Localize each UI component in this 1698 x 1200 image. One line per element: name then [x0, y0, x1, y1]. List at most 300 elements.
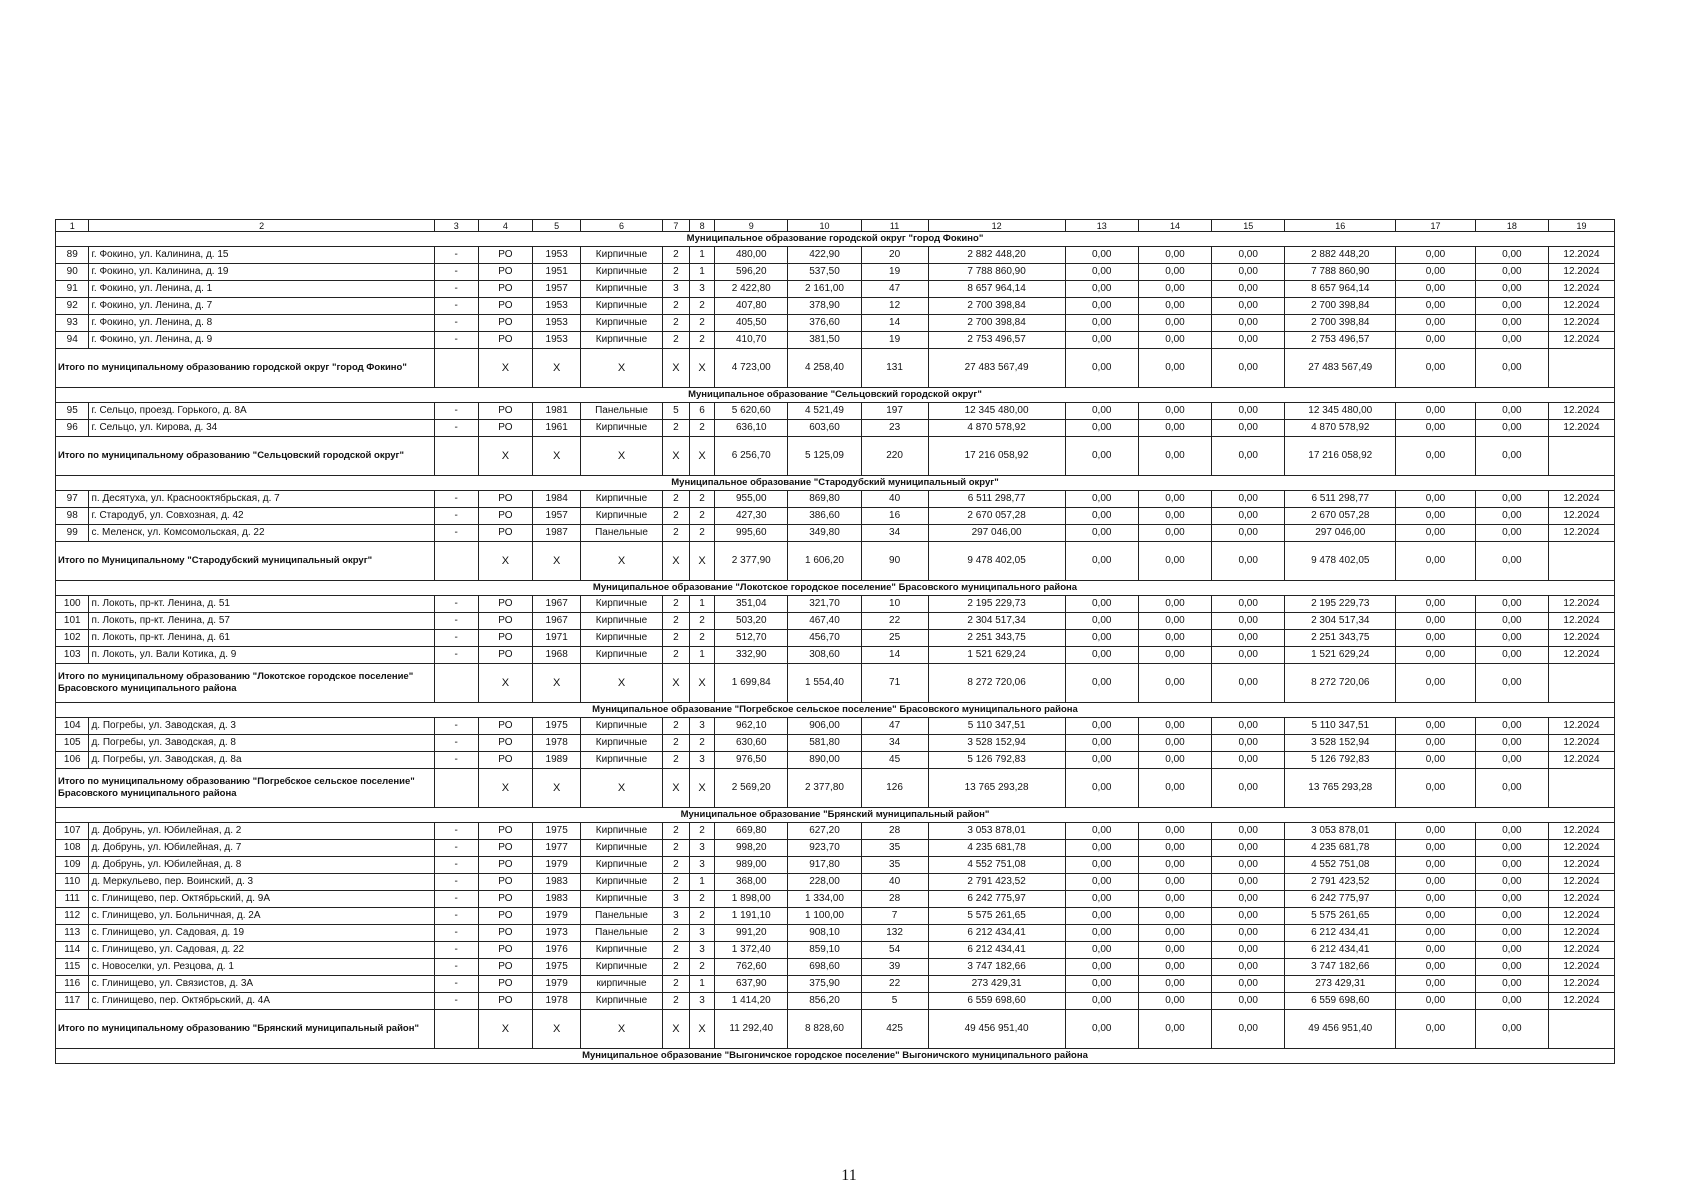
- column-number-cell: 8: [690, 220, 715, 232]
- table-cell: 376,60: [788, 315, 861, 332]
- table-cell: 101: [56, 613, 89, 630]
- table-cell: -: [434, 840, 478, 857]
- table-cell: -: [434, 752, 478, 769]
- table-cell: 0,00: [1396, 752, 1476, 769]
- table-row: [56, 525, 1615, 542]
- table-cell: 3: [690, 718, 715, 735]
- address-cell: г. Фокино, ул. Ленина, д. 9: [89, 332, 434, 349]
- table-cell: 12.2024: [1548, 332, 1614, 349]
- table-cell: РО: [478, 315, 532, 332]
- table-cell: 0,00: [1138, 491, 1211, 508]
- table-cell: 0,00: [1212, 403, 1285, 420]
- total-cell: Х: [662, 542, 689, 581]
- table-cell: РО: [478, 420, 532, 437]
- table-row: [56, 874, 1615, 891]
- section-row: [56, 703, 1615, 718]
- address-cell: с. Новоселки, ул. Резцова, д. 1: [89, 959, 434, 976]
- total-cell: 8 272 720,06: [1285, 664, 1396, 703]
- table-cell: 6: [690, 403, 715, 420]
- table-cell: 54: [861, 942, 928, 959]
- table-cell: 35: [861, 857, 928, 874]
- table-cell: 0,00: [1396, 315, 1476, 332]
- table-cell: 1951: [533, 264, 581, 281]
- table-cell: 0,00: [1396, 630, 1476, 647]
- table-cell: 6 212 434,41: [928, 925, 1065, 942]
- table-cell: 107: [56, 823, 89, 840]
- table-cell: 0,00: [1212, 332, 1285, 349]
- section-title: Муниципальное образование "Выгоничское городское поселение" Выгоничского муниципального района: [56, 1049, 1615, 1064]
- total-cell: 131: [861, 349, 928, 388]
- table-cell: 34: [861, 735, 928, 752]
- table-cell: 0,00: [1065, 891, 1138, 908]
- table-cell: 0,00: [1212, 993, 1285, 1010]
- table-cell: 0,00: [1475, 959, 1548, 976]
- table-cell: 0,00: [1212, 613, 1285, 630]
- table-cell: 2: [662, 647, 689, 664]
- table-cell: 12.2024: [1548, 281, 1614, 298]
- table-cell: Кирпичные: [581, 491, 663, 508]
- table-cell: 89: [56, 247, 89, 264]
- table-cell: 2 195 229,73: [1285, 596, 1396, 613]
- table-cell: 2: [662, 840, 689, 857]
- column-number-cell: 6: [581, 220, 663, 232]
- table-cell: 0,00: [1396, 925, 1476, 942]
- table-cell: 410,70: [715, 332, 788, 349]
- table-cell: 0,00: [1065, 315, 1138, 332]
- table-cell: -: [434, 993, 478, 1010]
- table-cell: 108: [56, 840, 89, 857]
- total-cell: [1548, 542, 1614, 581]
- table-cell: 3 528 152,94: [928, 735, 1065, 752]
- table-cell: 102: [56, 630, 89, 647]
- table-cell: 1975: [533, 959, 581, 976]
- table-cell: 14: [861, 315, 928, 332]
- table-cell: 1 414,20: [715, 993, 788, 1010]
- table-cell: 0,00: [1065, 735, 1138, 752]
- table-cell: 0,00: [1065, 264, 1138, 281]
- total-cell: [434, 664, 478, 703]
- table-cell: 0,00: [1475, 491, 1548, 508]
- table-cell: 1977: [533, 840, 581, 857]
- table-cell: 0,00: [1396, 298, 1476, 315]
- table-cell: 0,00: [1212, 315, 1285, 332]
- table-cell: 12.2024: [1548, 647, 1614, 664]
- table-row: [56, 247, 1615, 264]
- table-row: [56, 264, 1615, 281]
- total-cell: 126: [861, 769, 928, 808]
- table-cell: 0,00: [1065, 959, 1138, 976]
- table-cell: 0,00: [1138, 942, 1211, 959]
- total-cell: 0,00: [1212, 349, 1285, 388]
- table-row: [56, 403, 1615, 420]
- table-cell: 630,60: [715, 735, 788, 752]
- table-cell: 0,00: [1396, 993, 1476, 1010]
- table-cell: РО: [478, 491, 532, 508]
- address-cell: г. Фокино, ул. Ленина, д. 7: [89, 298, 434, 315]
- table-cell: Кирпичные: [581, 959, 663, 976]
- total-cell: 2 569,20: [715, 769, 788, 808]
- table-cell: -: [434, 420, 478, 437]
- table-cell: 0,00: [1475, 315, 1548, 332]
- address-cell: п. Локоть, пр-кт. Ленина, д. 57: [89, 613, 434, 630]
- address-cell: г. Фокино, ул. Калинина, д. 15: [89, 247, 434, 264]
- table-cell: 0,00: [1475, 525, 1548, 542]
- total-cell: 1 699,84: [715, 664, 788, 703]
- total-cell: Х: [581, 1010, 663, 1049]
- address-cell: п. Десятуха, ул. Краснооктябрьская, д. 7: [89, 491, 434, 508]
- table-cell: 8 657 964,14: [1285, 281, 1396, 298]
- table-cell: 0,00: [1138, 874, 1211, 891]
- table-cell: -: [434, 613, 478, 630]
- table-cell: 0,00: [1138, 525, 1211, 542]
- table-cell: 2: [662, 959, 689, 976]
- table-cell: 0,00: [1138, 908, 1211, 925]
- table-cell: 5 575 261,65: [928, 908, 1065, 925]
- total-cell: 17 216 058,92: [928, 437, 1065, 476]
- table-cell: Кирпичные: [581, 993, 663, 1010]
- table-cell: 0,00: [1065, 718, 1138, 735]
- table-cell: -: [434, 630, 478, 647]
- table-cell: РО: [478, 942, 532, 959]
- total-cell: 0,00: [1138, 664, 1211, 703]
- total-row: [56, 542, 1615, 581]
- table-cell: 0,00: [1138, 315, 1211, 332]
- table-cell: 12.2024: [1548, 993, 1614, 1010]
- table-cell: 2 304 517,34: [928, 613, 1065, 630]
- table-cell: 0,00: [1396, 942, 1476, 959]
- table-cell: -: [434, 298, 478, 315]
- table-cell: 1: [690, 264, 715, 281]
- table-cell: 1979: [533, 908, 581, 925]
- table-cell: 0,00: [1065, 857, 1138, 874]
- table-cell: 2: [690, 959, 715, 976]
- total-cell: [1548, 769, 1614, 808]
- table-cell: 116: [56, 976, 89, 993]
- total-cell: 0,00: [1138, 769, 1211, 808]
- total-cell: 0,00: [1065, 542, 1138, 581]
- table-cell: 132: [861, 925, 928, 942]
- table-cell: 2 422,80: [715, 281, 788, 298]
- table-cell: -: [434, 315, 478, 332]
- column-number-cell: 1: [56, 220, 89, 232]
- table-cell: 12.2024: [1548, 264, 1614, 281]
- total-cell: 71: [861, 664, 928, 703]
- table-cell: 381,50: [788, 332, 861, 349]
- table-cell: 0,00: [1212, 525, 1285, 542]
- total-cell: Х: [533, 664, 581, 703]
- table-cell: 386,60: [788, 508, 861, 525]
- table-cell: 273 429,31: [928, 976, 1065, 993]
- table-cell: 40: [861, 874, 928, 891]
- table-cell: 0,00: [1475, 613, 1548, 630]
- total-cell: 0,00: [1212, 664, 1285, 703]
- table-cell: 6 212 434,41: [1285, 942, 1396, 959]
- total-cell: Х: [690, 349, 715, 388]
- table-cell: РО: [478, 247, 532, 264]
- table-cell: 1978: [533, 735, 581, 752]
- table-cell: 5 126 792,83: [928, 752, 1065, 769]
- table-cell: 0,00: [1212, 491, 1285, 508]
- table-cell: 2 753 496,57: [928, 332, 1065, 349]
- table-cell: 114: [56, 942, 89, 959]
- total-cell: Х: [478, 664, 532, 703]
- table-cell: 3 528 152,94: [1285, 735, 1396, 752]
- table-cell: 0,00: [1138, 959, 1211, 976]
- table-cell: -: [434, 891, 478, 908]
- table-cell: 1: [690, 596, 715, 613]
- table-cell: 0,00: [1475, 508, 1548, 525]
- table-cell: 349,80: [788, 525, 861, 542]
- table-cell: 0,00: [1138, 247, 1211, 264]
- total-cell: Х: [533, 437, 581, 476]
- table-cell: 115: [56, 959, 89, 976]
- address-cell: с. Глинищево, пер. Октябрьский, д. 9А: [89, 891, 434, 908]
- table-cell: 2 161,00: [788, 281, 861, 298]
- section-row: [56, 476, 1615, 491]
- table-cell: РО: [478, 874, 532, 891]
- table-cell: Кирпичные: [581, 735, 663, 752]
- table-cell: 962,10: [715, 718, 788, 735]
- table-cell: 1975: [533, 823, 581, 840]
- total-cell: 13 765 293,28: [928, 769, 1065, 808]
- table-cell: 1: [690, 874, 715, 891]
- table-cell: 0,00: [1138, 647, 1211, 664]
- table-row: [56, 840, 1615, 857]
- table-cell: 98: [56, 508, 89, 525]
- table-cell: 0,00: [1212, 823, 1285, 840]
- table-cell: 2: [662, 508, 689, 525]
- table-cell: 0,00: [1396, 891, 1476, 908]
- address-cell: п. Локоть, пр-кт. Ленина, д. 61: [89, 630, 434, 647]
- table-cell: -: [434, 976, 478, 993]
- table-cell: -: [434, 874, 478, 891]
- table-cell: 1968: [533, 647, 581, 664]
- table-cell: 7 788 860,90: [928, 264, 1065, 281]
- table-cell: 2: [662, 718, 689, 735]
- table-cell: 0,00: [1065, 752, 1138, 769]
- table-cell: 1989: [533, 752, 581, 769]
- table-cell: 0,00: [1212, 630, 1285, 647]
- total-cell: 8 828,60: [788, 1010, 861, 1049]
- table-cell: 375,90: [788, 976, 861, 993]
- table-cell: 0,00: [1475, 298, 1548, 315]
- total-cell: 0,00: [1396, 769, 1476, 808]
- table-cell: 368,00: [715, 874, 788, 891]
- table-cell: 5 110 347,51: [1285, 718, 1396, 735]
- table-cell: 103: [56, 647, 89, 664]
- table-cell: 1975: [533, 718, 581, 735]
- column-number-cell: 10: [788, 220, 861, 232]
- column-number-cell: 13: [1065, 220, 1138, 232]
- total-cell: Х: [690, 664, 715, 703]
- address-cell: д. Погребы, ул. Заводская, д. 3: [89, 718, 434, 735]
- total-cell: 0,00: [1475, 1010, 1548, 1049]
- table-cell: 197: [861, 403, 928, 420]
- column-number-cell: 19: [1548, 220, 1614, 232]
- table-cell: РО: [478, 403, 532, 420]
- table-cell: 627,20: [788, 823, 861, 840]
- table-cell: Кирпичные: [581, 857, 663, 874]
- table-cell: 0,00: [1212, 596, 1285, 613]
- table-cell: 0,00: [1396, 525, 1476, 542]
- table-cell: 0,00: [1138, 332, 1211, 349]
- table-cell: Кирпичные: [581, 823, 663, 840]
- table-cell: Кирпичные: [581, 264, 663, 281]
- address-cell: д. Добрунь, ул. Юбилейная, д. 8: [89, 857, 434, 874]
- table-cell: 3: [662, 281, 689, 298]
- address-cell: п. Локоть, ул. Вали Котика, д. 9: [89, 647, 434, 664]
- table-row: [56, 420, 1615, 437]
- table-cell: 4 552 751,08: [1285, 857, 1396, 874]
- table-cell: Кирпичные: [581, 840, 663, 857]
- table-cell: 2: [690, 315, 715, 332]
- table-cell: 0,00: [1475, 281, 1548, 298]
- table-cell: 0,00: [1138, 596, 1211, 613]
- table-cell: 2: [662, 613, 689, 630]
- total-cell: 13 765 293,28: [1285, 769, 1396, 808]
- table-cell: 0,00: [1475, 874, 1548, 891]
- total-cell: 4 723,00: [715, 349, 788, 388]
- table-cell: 1953: [533, 247, 581, 264]
- total-cell: 9 478 402,05: [1285, 542, 1396, 581]
- table-cell: 12.2024: [1548, 298, 1614, 315]
- address-cell: с. Глинищево, пер. Октябрьский, д. 4А: [89, 993, 434, 1010]
- table-cell: 2: [662, 942, 689, 959]
- total-cell: [434, 769, 478, 808]
- table-cell: 3 053 878,01: [928, 823, 1065, 840]
- table-cell: 0,00: [1475, 735, 1548, 752]
- total-cell: 0,00: [1396, 349, 1476, 388]
- table-cell: 2: [662, 925, 689, 942]
- table-cell: 1973: [533, 925, 581, 942]
- table-cell: 2: [662, 596, 689, 613]
- table-cell: РО: [478, 613, 532, 630]
- table-cell: 480,00: [715, 247, 788, 264]
- table-cell: 0,00: [1396, 976, 1476, 993]
- table-cell: РО: [478, 508, 532, 525]
- table-cell: РО: [478, 647, 532, 664]
- table-cell: 923,70: [788, 840, 861, 857]
- table-cell: кирпичные: [581, 976, 663, 993]
- table-cell: 0,00: [1396, 718, 1476, 735]
- table-cell: 12.2024: [1548, 840, 1614, 857]
- table-cell: 5: [662, 403, 689, 420]
- address-cell: с. Глинищево, ул. Садовая, д. 22: [89, 942, 434, 959]
- table-cell: 2 251 343,75: [1285, 630, 1396, 647]
- table-cell: РО: [478, 976, 532, 993]
- table-cell: Кирпичные: [581, 298, 663, 315]
- total-cell: 11 292,40: [715, 1010, 788, 1049]
- table-cell: 636,10: [715, 420, 788, 437]
- table-cell: 12.2024: [1548, 823, 1614, 840]
- column-number-cell: 7: [662, 220, 689, 232]
- table-cell: 96: [56, 420, 89, 437]
- table-cell: 1957: [533, 281, 581, 298]
- table-cell: 0,00: [1138, 857, 1211, 874]
- total-cell: Х: [581, 542, 663, 581]
- table-row: [56, 613, 1615, 630]
- table-cell: 8 657 964,14: [928, 281, 1065, 298]
- column-number-cell: 12: [928, 220, 1065, 232]
- column-number-cell: 9: [715, 220, 788, 232]
- table-cell: 91: [56, 281, 89, 298]
- table-cell: РО: [478, 596, 532, 613]
- table-cell: 0,00: [1475, 823, 1548, 840]
- total-cell: 0,00: [1065, 437, 1138, 476]
- table-cell: 2: [662, 420, 689, 437]
- table-cell: 2: [662, 315, 689, 332]
- table-cell: 3 747 182,66: [928, 959, 1065, 976]
- table-row: [56, 491, 1615, 508]
- table-cell: 22: [861, 976, 928, 993]
- table-cell: 0,00: [1212, 718, 1285, 735]
- total-cell: Х: [662, 1010, 689, 1049]
- total-cell: 0,00: [1396, 1010, 1476, 1049]
- table-cell: 0,00: [1065, 874, 1138, 891]
- table-cell: 669,80: [715, 823, 788, 840]
- total-label: Итого по муниципальному образованию городской округ "город Фокино": [56, 349, 435, 388]
- total-cell: 0,00: [1475, 437, 1548, 476]
- total-cell: 0,00: [1138, 542, 1211, 581]
- table-cell: 917,80: [788, 857, 861, 874]
- table-row: [56, 857, 1615, 874]
- section-title: Муниципальное образование "Стародубский муниципальный округ": [56, 476, 1615, 491]
- table-cell: 0,00: [1396, 908, 1476, 925]
- table-cell: 3: [690, 840, 715, 857]
- table-cell: 2 670 057,28: [1285, 508, 1396, 525]
- table-cell: 23: [861, 420, 928, 437]
- column-number-cell: 2: [89, 220, 434, 232]
- total-cell: Х: [533, 349, 581, 388]
- table-cell: 12: [861, 298, 928, 315]
- table-cell: 1953: [533, 315, 581, 332]
- table-row: [56, 823, 1615, 840]
- table-cell: 3: [690, 752, 715, 769]
- table-cell: 0,00: [1396, 596, 1476, 613]
- section-title: Муниципальное образование "Брянский муниципальный район": [56, 808, 1615, 823]
- table-cell: 1971: [533, 630, 581, 647]
- column-number-cell: 5: [533, 220, 581, 232]
- table-cell: 12.2024: [1548, 976, 1614, 993]
- total-cell: Х: [662, 769, 689, 808]
- table-row: [56, 298, 1615, 315]
- table-cell: 991,20: [715, 925, 788, 942]
- table-cell: 47: [861, 281, 928, 298]
- table-cell: 6 212 434,41: [928, 942, 1065, 959]
- table-cell: 97: [56, 491, 89, 508]
- table-cell: 908,10: [788, 925, 861, 942]
- total-cell: Х: [690, 769, 715, 808]
- table-cell: 12.2024: [1548, 491, 1614, 508]
- table-cell: 12.2024: [1548, 718, 1614, 735]
- total-cell: 8 272 720,06: [928, 664, 1065, 703]
- total-cell: 0,00: [1212, 437, 1285, 476]
- address-cell: г. Фокино, ул. Ленина, д. 1: [89, 281, 434, 298]
- table-cell: 2 700 398,84: [928, 298, 1065, 315]
- table-cell: 0,00: [1138, 735, 1211, 752]
- table-cell: 0,00: [1138, 508, 1211, 525]
- table-cell: 456,70: [788, 630, 861, 647]
- table-cell: 297 046,00: [928, 525, 1065, 542]
- table-cell: -: [434, 925, 478, 942]
- table-row: [56, 891, 1615, 908]
- table-cell: 1961: [533, 420, 581, 437]
- total-cell: 1 606,20: [788, 542, 861, 581]
- section-title: Муниципальное образование "Погребское сельское поселение" Брасовского муниципального района: [56, 703, 1615, 718]
- section-row: [56, 388, 1615, 403]
- table-cell: 12.2024: [1548, 420, 1614, 437]
- table-cell: 2 882 448,20: [1285, 247, 1396, 264]
